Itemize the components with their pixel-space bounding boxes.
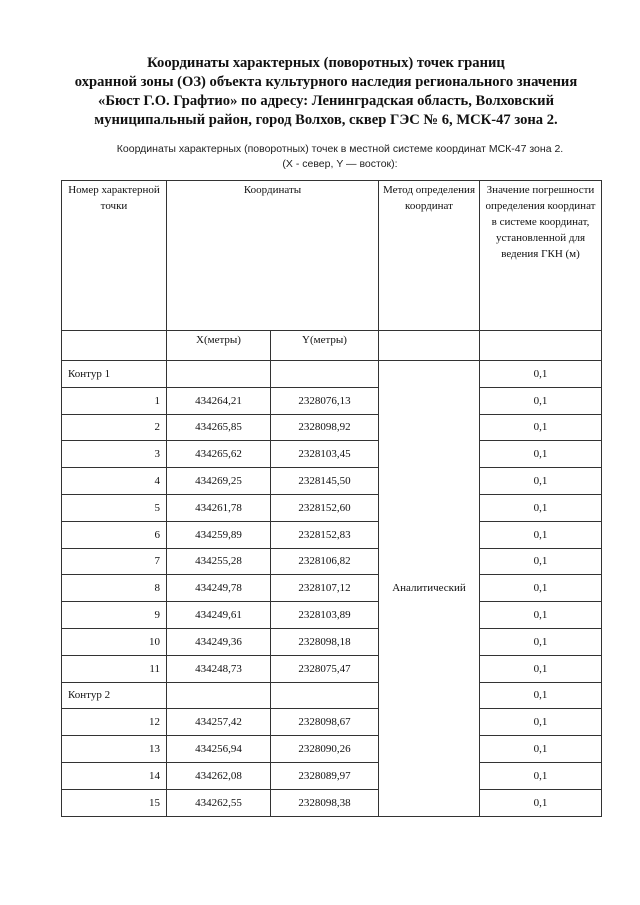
cell-point-number: 3	[62, 441, 167, 468]
header-point-number: Номер характерной точки	[62, 181, 167, 331]
cell-x: 434249,61	[167, 602, 271, 629]
cell-x: 434265,62	[167, 441, 271, 468]
table-row	[62, 602, 602, 629]
subtitle-line: (X - север, Y — восток):	[282, 158, 398, 170]
cell-y	[271, 361, 379, 388]
cell-x: 434248,73	[167, 655, 271, 682]
table-row	[62, 387, 602, 414]
cell-y	[271, 682, 379, 709]
table-row	[62, 494, 602, 521]
document-title	[40, 54, 612, 130]
header-method: Метод определения координат	[379, 181, 480, 331]
cell-y: 2328152,83	[271, 521, 379, 548]
cell-y: 2328098,18	[271, 628, 379, 655]
document-subtitle	[80, 142, 600, 172]
table-row	[62, 709, 602, 736]
table-row	[62, 548, 602, 575]
cell-point-number: 15	[62, 789, 167, 816]
cell-y: 2328075,47	[271, 655, 379, 682]
cell-y: 2328103,89	[271, 602, 379, 629]
cell-accuracy: 0,1	[480, 655, 602, 682]
table-row	[62, 736, 602, 763]
table-row	[62, 575, 602, 602]
cell-y: 2328103,45	[271, 441, 379, 468]
cell-accuracy: 0,1	[480, 494, 602, 521]
cell-point-number: Контур 1	[62, 361, 167, 388]
subheader-empty	[379, 331, 480, 361]
cell-y: 2328145,50	[271, 468, 379, 495]
cell-accuracy: 0,1	[480, 602, 602, 629]
cell-accuracy: 0,1	[480, 548, 602, 575]
cell-point-number: 1	[62, 387, 167, 414]
table-row	[62, 521, 602, 548]
title-line: охранной зоны (ОЗ) объекта культурного наследия регионального значения	[74, 74, 578, 90]
cell-accuracy: 0,1	[480, 361, 602, 388]
table-row	[62, 628, 602, 655]
cell-accuracy: 0,1	[480, 762, 602, 789]
cell-accuracy: 0,1	[480, 468, 602, 495]
cell-x: 434262,08	[167, 762, 271, 789]
cell-x: 434262,55	[167, 789, 271, 816]
cell-accuracy: 0,1	[480, 441, 602, 468]
table-row	[62, 441, 602, 468]
cell-point-number: 2	[62, 414, 167, 441]
cell-accuracy: 0,1	[480, 628, 602, 655]
cell-x: 434257,42	[167, 709, 271, 736]
cell-y: 2328098,67	[271, 709, 379, 736]
cell-y: 2328107,12	[271, 575, 379, 602]
cell-point-number: 6	[62, 521, 167, 548]
cell-y: 2328098,92	[271, 414, 379, 441]
subheader-empty	[480, 331, 602, 361]
table-row	[62, 762, 602, 789]
table-subheader-row	[62, 331, 602, 361]
cell-x	[167, 361, 271, 388]
table-row	[62, 682, 602, 709]
title-line: «Бюст Г.О. Графтио» по адресу: Ленинградская область, Волховский	[98, 93, 554, 109]
table-row	[62, 468, 602, 495]
cell-point-number: 12	[62, 709, 167, 736]
cell-x: 434269,25	[167, 468, 271, 495]
cell-x: 434265,85	[167, 414, 271, 441]
cell-accuracy: 0,1	[480, 387, 602, 414]
cell-accuracy: 0,1	[480, 414, 602, 441]
title-line: муниципальный район, город Волхов, сквер ГЭС № 6, МСК-47 зона 2.	[94, 112, 558, 128]
cell-y: 2328076,13	[271, 387, 379, 414]
cell-x: 434249,36	[167, 628, 271, 655]
cell-point-number: 5	[62, 494, 167, 521]
cell-x: 434264,21	[167, 387, 271, 414]
cell-y: 2328106,82	[271, 548, 379, 575]
cell-x: 434256,94	[167, 736, 271, 763]
cell-point-number: 13	[62, 736, 167, 763]
subtitle-line: Координаты характерных (поворотных) точек в местной системе координат МСК-47 зона 2.	[116, 143, 564, 155]
cell-point-number: 14	[62, 762, 167, 789]
header-coordinates: Координаты	[167, 181, 379, 331]
cell-point-number: Контур 2	[62, 682, 167, 709]
table-row	[62, 361, 602, 388]
cell-point-number: 7	[62, 548, 167, 575]
table-header-row	[62, 181, 602, 331]
cell-point-number: 11	[62, 655, 167, 682]
cell-point-number: 9	[62, 602, 167, 629]
cell-x: 434261,78	[167, 494, 271, 521]
cell-x: 434259,89	[167, 521, 271, 548]
header-x: X(метры)	[167, 331, 271, 361]
coordinates-table	[61, 180, 602, 817]
table-row	[62, 789, 602, 816]
cell-point-number: 4	[62, 468, 167, 495]
title-line: Координаты характерных (поворотных) точек границ	[147, 55, 505, 71]
cell-accuracy: 0,1	[480, 521, 602, 548]
cell-accuracy: 0,1	[480, 789, 602, 816]
table-row	[62, 655, 602, 682]
cell-accuracy: 0,1	[480, 575, 602, 602]
cell-y: 2328089,97	[271, 762, 379, 789]
cell-y: 2328090,26	[271, 736, 379, 763]
cell-x: 434249,78	[167, 575, 271, 602]
cell-y: 2328098,38	[271, 789, 379, 816]
table-row	[62, 414, 602, 441]
cell-x: 434255,28	[167, 548, 271, 575]
header-y: Y(метры)	[271, 331, 379, 361]
cell-accuracy: 0,1	[480, 736, 602, 763]
subheader-empty	[62, 331, 167, 361]
cell-x	[167, 682, 271, 709]
cell-y: 2328152,60	[271, 494, 379, 521]
header-accuracy: Значение погрешности определения координат в системе координат, установленной для ведения ГКН (м)	[480, 181, 602, 331]
cell-point-number: 8	[62, 575, 167, 602]
cell-point-number: 10	[62, 628, 167, 655]
cell-accuracy: 0,1	[480, 709, 602, 736]
cell-method: Аналитический	[379, 361, 480, 817]
cell-accuracy: 0,1	[480, 682, 602, 709]
